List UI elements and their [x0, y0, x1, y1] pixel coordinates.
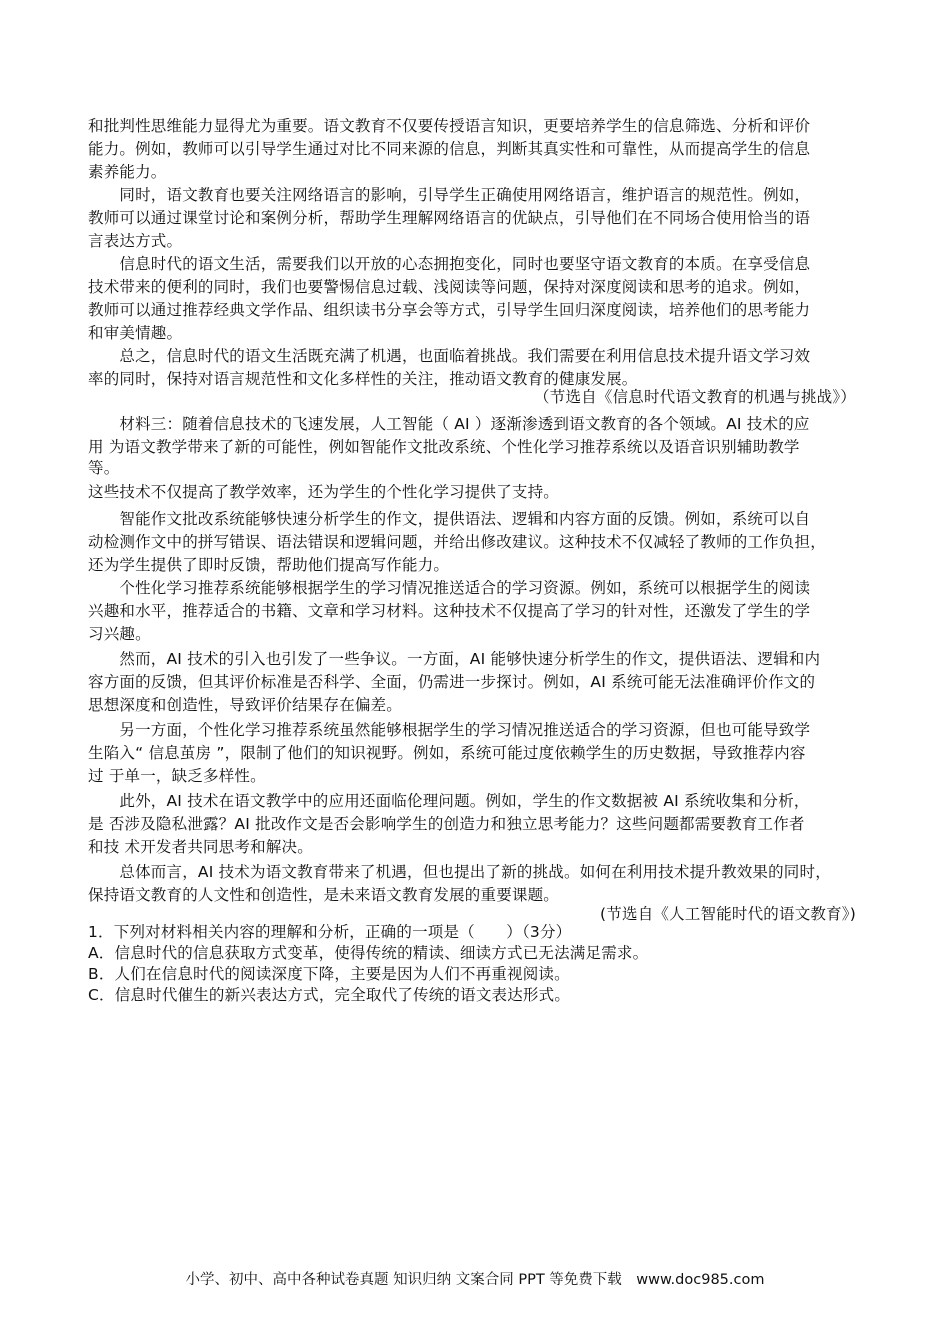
text-line: 总体而言，AI 技术为语文教育带来了机遇，但也提出了新的挑战。如何在利用技术提升教效果的同时，: [88, 863, 831, 881]
text-line: 保持语文教育的人文性和创造性，是未来语文教育发展的重要课题。: [88, 886, 560, 904]
source-citation: （节选自《信息时代语文教育的机遇与挑战》）: [534, 388, 856, 406]
text-line: 能力。例如，教师可以引导学生通过对比不同来源的信息，判断其真实性和可靠性，从而提高学生的信息: [88, 140, 811, 158]
text-line: 和技 术开发者共同思考和解决。: [88, 838, 313, 856]
question-stem: 1．下列对材料相关内容的理解和分析，正确的一项是（ ）（3分）: [88, 923, 572, 941]
text-line: 此外，AI 技术在语文教学中的应用还面临伦理问题。例如，学生的作文数据被 AI 系统收集和分析，: [88, 792, 810, 810]
footer-watermark: 小学、初中、高中各种试卷真题 知识归纳 文案合同 PPT 等免费下载 www.doc985.com: [185, 1272, 765, 1288]
text-line: 言表达方式。: [88, 232, 183, 250]
text-line: 和审美情趣。: [88, 324, 183, 342]
text-line: 和批判性思维能力显得尤为重要。语文教育不仅要传授语言知识，更要培养学生的信息筛选、分析和评价: [88, 117, 811, 135]
text-line: 总之，信息时代的语文生活既充满了机遇，也面临着挑战。我们需要在利用信息技术提升语文学习效: [88, 347, 811, 365]
text-line: 另一方面，个性化学习推荐系统虽然能够根据学生的学习情况推送适合的学习资源，但也可能导致学: [88, 721, 811, 739]
text-line: 过 于单一，缺乏多样性。: [88, 767, 266, 785]
text-line: 是 否涉及隐私泄露？AI 批改作文是否会影响学生的创造力和独立思考能力？这些问题都需要教育工作者: [88, 815, 805, 833]
text-line: 还为学生提供了即时反馈，帮助他们提高写作能力。: [88, 556, 450, 574]
text-line: 习兴趣。: [88, 625, 151, 643]
text-line: 素养能力。: [88, 163, 167, 181]
answer-option-b: B．人们在信息时代的阅读深度下降，主要是因为人们不再重视阅读。: [88, 965, 570, 983]
text-line: 材料三：随着信息技术的飞速发展，人工智能（ AI ）逐渐渗透到语文教育的各个领域。AI 技术的应: [88, 415, 810, 433]
text-line: 个性化学习推荐系统能够根据学生的学习情况推送适合的学习资源。例如，系统可以根据学生的阅读: [88, 579, 811, 597]
text-line: 技术带来的便利的同时，我们也要警惕信息过载、浅阅读等问题，保持对深度阅读和思考的追求。例如，: [88, 278, 811, 296]
text-line: 教师可以通过课堂讨论和案例分析，帮助学生理解网络语言的优缺点，引导他们在不同场合使用恰当的语: [88, 209, 811, 227]
text-line: 思想深度和创造性，导致评价结果存在偏差。: [88, 696, 403, 714]
text-line: 同时，语文教育也要关注网络语言的影响，引导学生正确使用网络语言，维护语言的规范性。例如，: [88, 186, 811, 204]
text-line: 生陷入“ 信息茧房 ”，限制了他们的知识视野。例如，系统可能过度依赖学生的历史数据，导致推荐内容: [88, 744, 806, 762]
source-citation: (节选自《人工智能时代的语文教育》): [600, 905, 856, 923]
text-line: 兴趣和水平，推荐适合的书籍、文章和学习材料。这种技术不仅提高了学习的针对性，还激发了学生的学: [88, 602, 811, 620]
text-line: 这些技术不仅提高了教学效率，还为学生的个性化学习提供了支持。: [88, 483, 560, 501]
text-line: 智能作文批改系统能够快速分析学生的作文，提供语法、逻辑和内容方面的反馈。例如，系统可以自: [88, 510, 811, 528]
text-line: 容方面的反馈，但其评价标准是否科学、全面，仍需进一步探讨。例如，AI 系统可能无法准确评价作文的: [88, 673, 816, 691]
text-line: 然而，AI 技术的引入也引发了一些争议。一方面，AI 能够快速分析学生的作文，提供语法、逻辑和内: [88, 650, 821, 668]
text-line: 率的同时，保持对语言规范性和文化多样性的关注，推动语文教育的健康发展。: [88, 370, 638, 388]
answer-option-a: A．信息时代的信息获取方式变革，使得传统的精读、细读方式已无法满足需求。: [88, 944, 649, 962]
text-line: 教师可以通过推荐经典文学作品、组织读书分享会等方式，引导学生回归深度阅读，培养他们的思考能力: [88, 301, 811, 319]
text-line: 信息时代的语文生活，需要我们以开放的心态拥抱变化，同时也要坚守语文教育的本质。在享受信息: [88, 255, 811, 273]
text-line: 等。: [88, 459, 120, 477]
answer-option-c: C．信息时代催生的新兴表达方式，完全取代了传统的语文表达形式。: [88, 986, 571, 1004]
text-line: 用 为语文教学带来了新的可能性，例如智能作文批改系统、个性化学习推荐系统以及语音识别辅助教学: [88, 438, 800, 456]
text-line: 动检测作文中的拼写错误、语法错误和逻辑问题，并给出修改建议。这种技术不仅减轻了教师的工作负担，: [88, 533, 826, 551]
